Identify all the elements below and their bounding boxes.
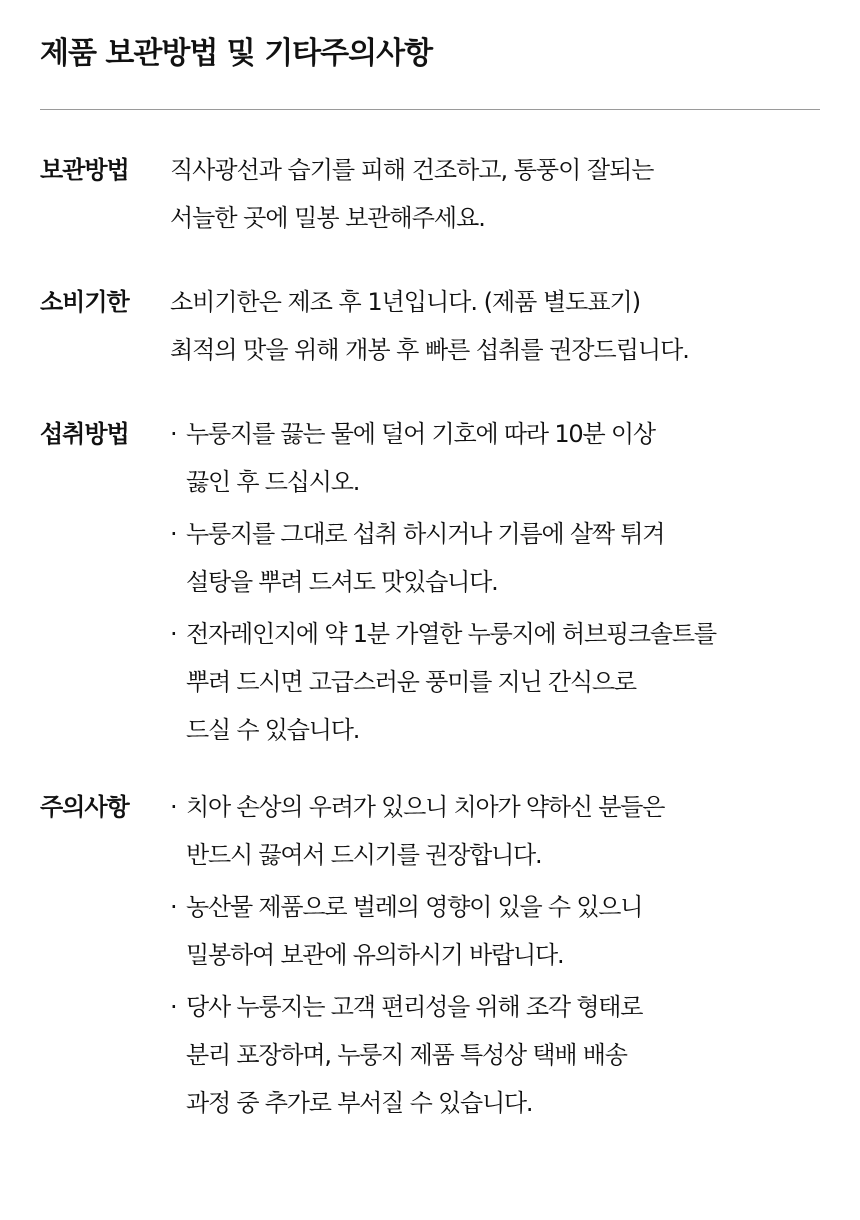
bullet-line: 끓인 후 드십시오. xyxy=(186,468,360,496)
bullet-dot: · xyxy=(170,793,178,821)
bullet-dot: · xyxy=(170,520,178,548)
bullet-dot: · xyxy=(170,993,178,1021)
list-item xyxy=(170,883,820,979)
list-item xyxy=(170,983,820,1127)
section-body-how-to-eat xyxy=(170,410,820,758)
title-divider xyxy=(40,109,820,110)
expiry-line: 소비기한은 제조 후 1년입니다. (제품 별도표기) xyxy=(170,288,641,316)
bullet-line: 분리 포장하며, 누룽지 제품 특성상 택배 배송 xyxy=(186,1041,627,1069)
bullet-dot: · xyxy=(170,620,178,648)
list-item xyxy=(170,783,820,879)
list-item xyxy=(170,510,820,606)
bullet-line: 치아 손상의 우려가 있으니 치아가 약하신 분들은 xyxy=(186,793,665,821)
bullet-dot: · xyxy=(170,420,178,448)
bullet-line: 누룽지를 그대로 섭취 하시거나 기름에 살짝 튀겨 xyxy=(186,520,665,548)
bullet-line: 농산물 제품으로 벌레의 영향이 있을 수 있으니 xyxy=(186,893,643,921)
list-item xyxy=(170,610,820,754)
section-body-storage xyxy=(170,146,820,242)
list-item xyxy=(170,410,820,506)
section-label-how-to-eat: 섭취방법 xyxy=(40,420,129,448)
bullet-dot: · xyxy=(170,893,178,921)
storage-line: 서늘한 곳에 밀봉 보관해주세요. xyxy=(170,204,485,232)
section-body-cautions xyxy=(170,783,820,1131)
bullet-line: 반드시 끓여서 드시기를 권장합니다. xyxy=(186,841,542,869)
bullet-line: 과정 중 추가로 부서질 수 있습니다. xyxy=(186,1089,533,1117)
bullet-line: 드실 수 있습니다. xyxy=(186,716,360,744)
section-label-cautions: 주의사항 xyxy=(40,793,129,821)
section-label-storage: 보관방법 xyxy=(40,156,129,184)
section-label-expiry: 소비기한 xyxy=(40,288,129,316)
storage-line: 직사광선과 습기를 피해 건조하고, 통풍이 잘되는 xyxy=(170,156,654,184)
bullet-line: 당사 누룽지는 고객 편리성을 위해 조각 형태로 xyxy=(186,993,643,1021)
bullet-line: 전자레인지에 약 1분 가열한 누룽지에 허브핑크솔트를 xyxy=(186,620,716,648)
page-title: 제품 보관방법 및 기타주의사항 xyxy=(40,36,433,71)
bullet-line: 뿌려 드시면 고급스러운 풍미를 지닌 간식으로 xyxy=(186,668,636,696)
bullet-line: 누룽지를 끓는 물에 덜어 기호에 따라 10분 이상 xyxy=(186,420,655,448)
bullet-line: 설탕을 뿌려 드셔도 맛있습니다. xyxy=(186,568,498,596)
expiry-line: 최적의 맛을 위해 개봉 후 빠른 섭취를 권장드립니다. xyxy=(170,336,689,364)
bullet-line: 밀봉하여 보관에 유의하시기 바랍니다. xyxy=(186,941,564,969)
section-body-expiry xyxy=(170,278,820,374)
